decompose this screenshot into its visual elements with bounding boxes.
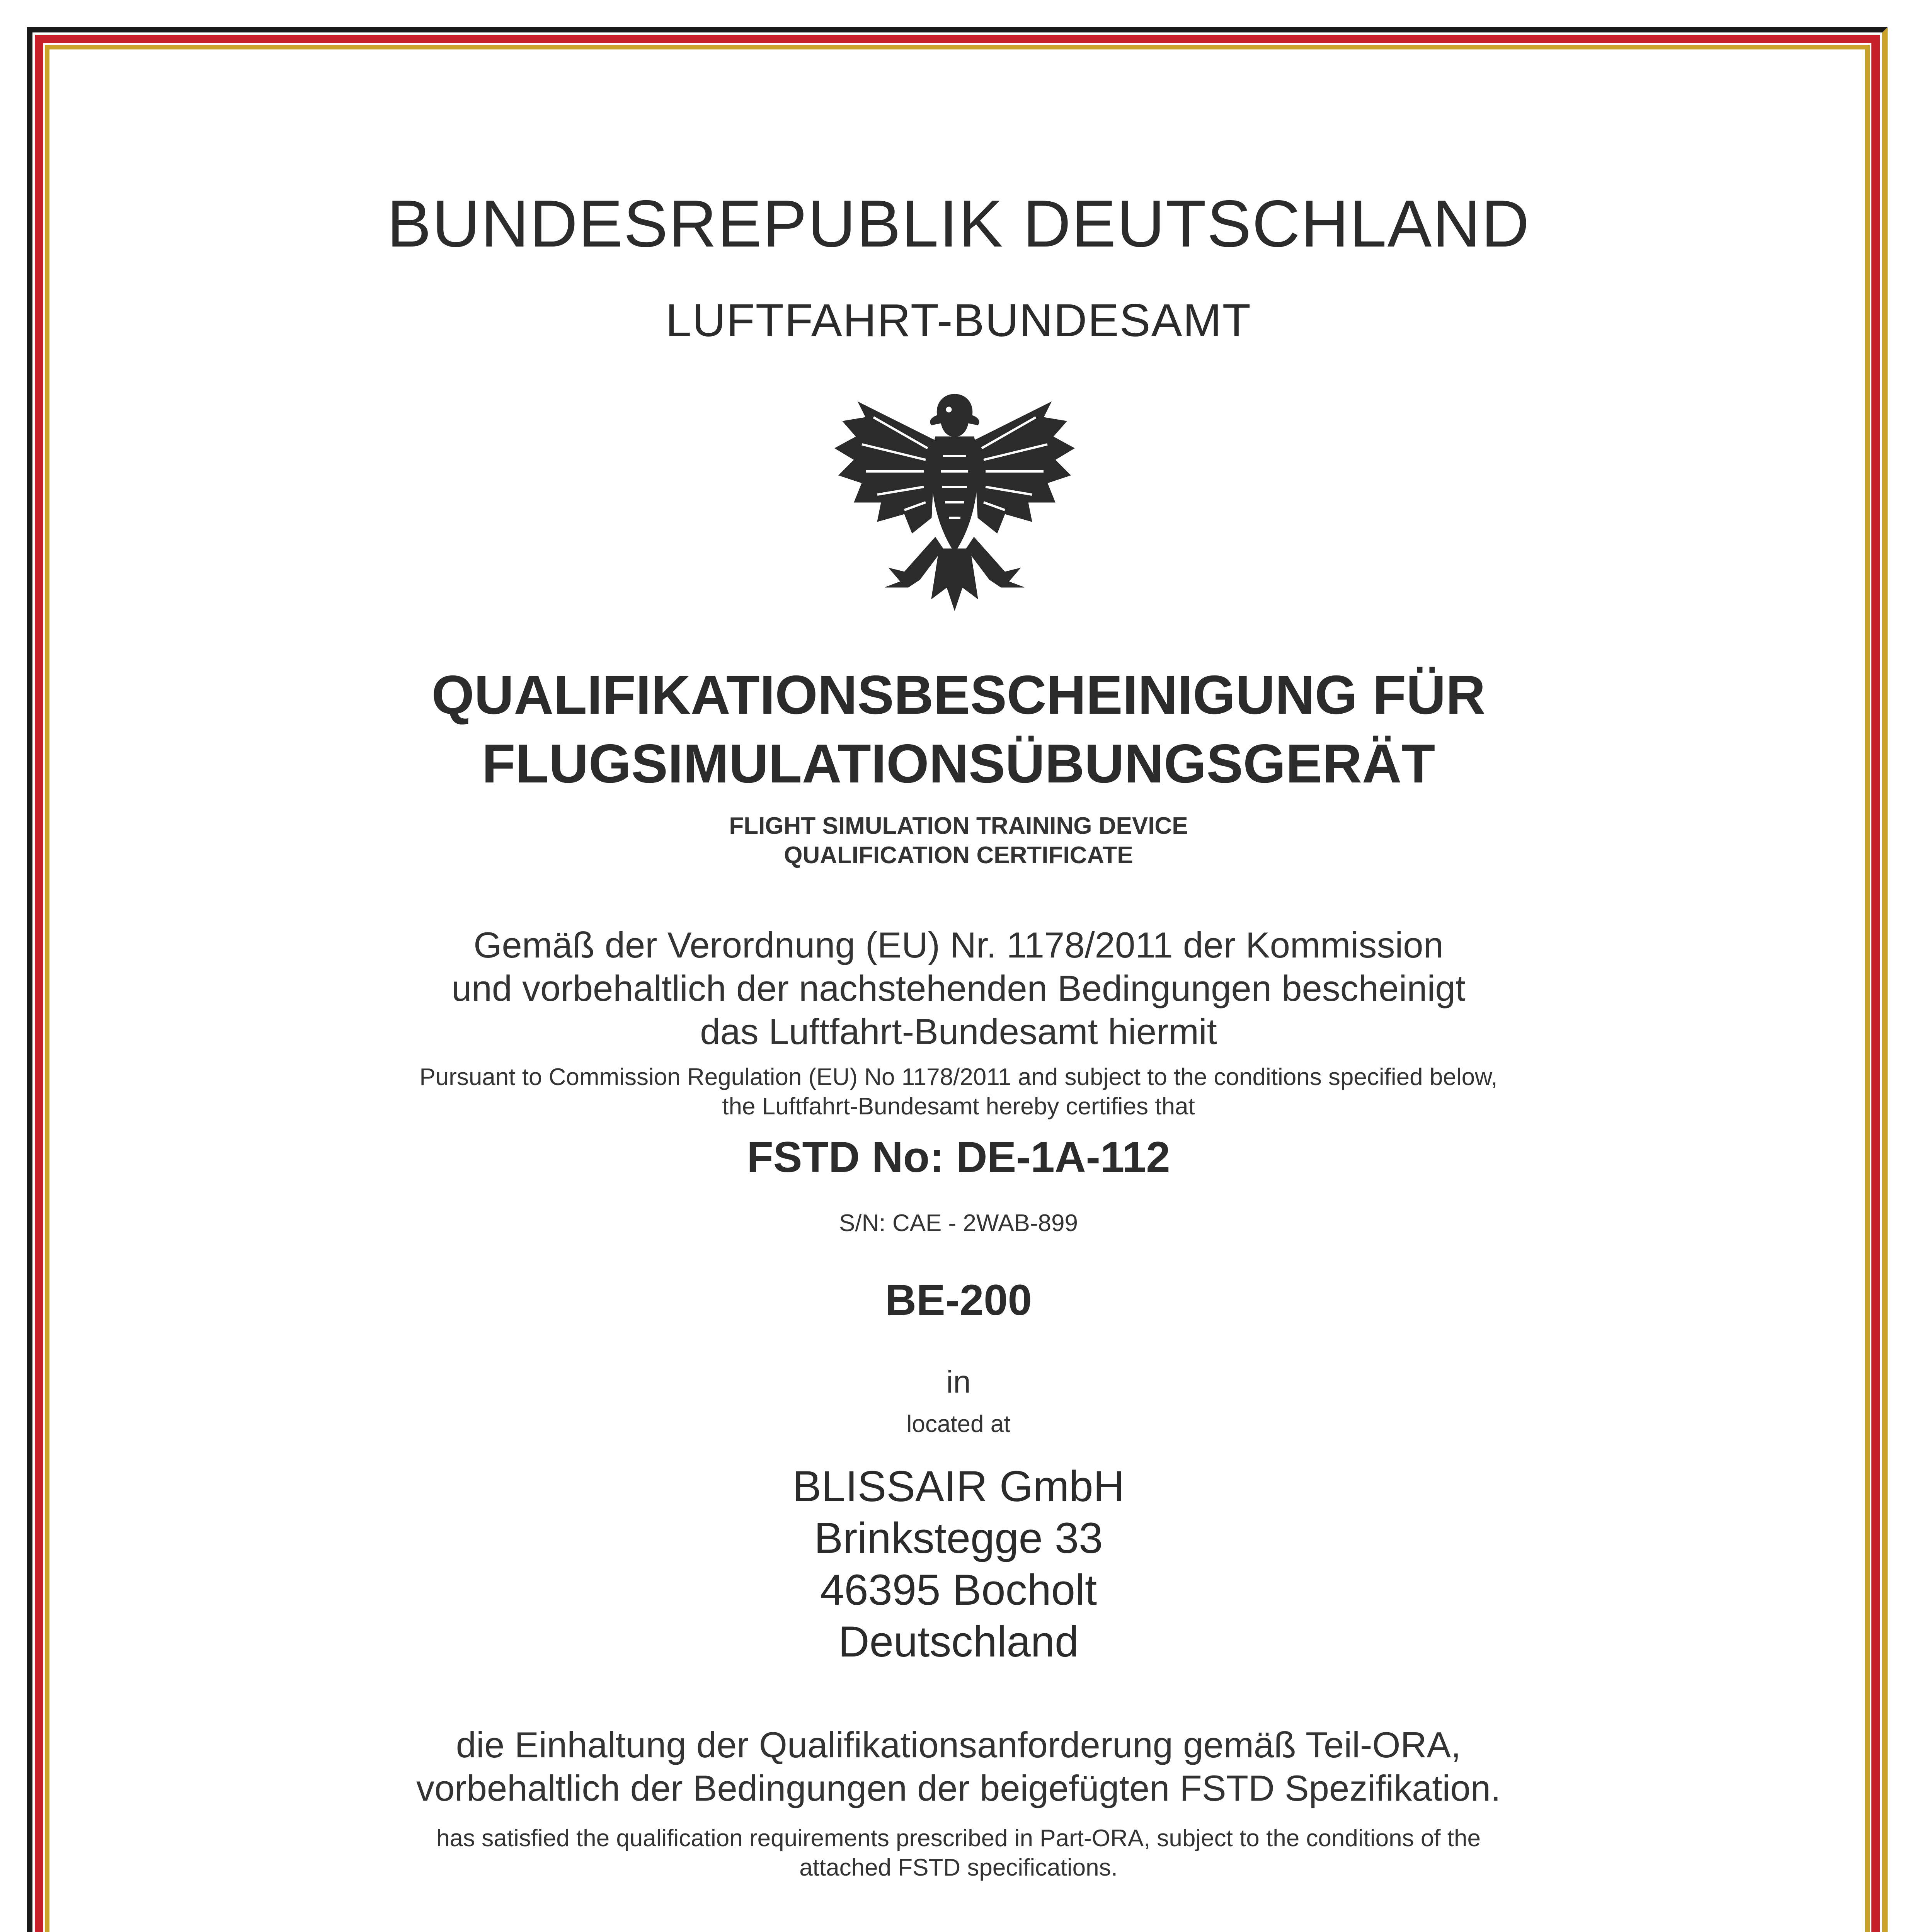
- compliance-en-line: has satisfied the qualification requirements prescribed in Part-ORA, subject to the conditions of the: [436, 1825, 1481, 1852]
- compliance-en-line: attached FSTD specifications.: [799, 1854, 1118, 1881]
- intro-en: [0, 1063, 1917, 1121]
- authority-heading: LUFTFAHRT-BUNDESAMT: [666, 294, 1251, 346]
- country-heading: BUNDESREPUBLIK DEUTSCHLAND: [387, 187, 1530, 261]
- compliance-en: [0, 1824, 1917, 1883]
- location-in-en: located at: [906, 1411, 1011, 1437]
- title-en-line: QUALIFICATION CERTIFICATE: [784, 842, 1133, 869]
- intro-de-line: Gemäß der Verordnung (EU) Nr. 1178/2011 der Kommission: [473, 925, 1444, 965]
- serial-number: S/N: CAE - 2WAB-899: [839, 1210, 1078, 1236]
- intro-en-line: Pursuant to Commission Regulation (EU) No 1178/2011 and subject to the conditions specified below,: [419, 1064, 1498, 1090]
- intro-de: [0, 923, 1917, 1053]
- compliance-de: [0, 1723, 1917, 1810]
- fstd-number: FSTD No: DE-1A-112: [747, 1133, 1170, 1181]
- device-type: BE-200: [885, 1276, 1032, 1324]
- location-in-de: in: [946, 1364, 971, 1400]
- address-line: Brinkstegge 33: [814, 1514, 1103, 1562]
- compliance-de-line: vorbehaltlich der Bedingungen der beigefügten FSTD Spezifikation.: [416, 1768, 1501, 1808]
- address-line: BLISSAIR GmbH: [792, 1462, 1125, 1510]
- title-en-line: FLIGHT SIMULATION TRAINING DEVICE: [729, 813, 1188, 839]
- intro-de-line: und vorbehaltlich der nachstehenden Bedingungen bescheinigt: [451, 968, 1466, 1009]
- certificate-title-en: [0, 811, 1917, 870]
- address-line: 46395 Bocholt: [820, 1566, 1097, 1614]
- holder-address: [0, 1461, 1917, 1668]
- federal-eagle-emblem: [819, 371, 1090, 634]
- intro-de-line: das Luftfahrt-Bundesamt hiermit: [700, 1011, 1217, 1052]
- address-line: Deutschland: [838, 1617, 1079, 1666]
- title-de-line: FLUGSIMULATIONSÜBUNGSGERÄT: [482, 733, 1435, 794]
- compliance-de-line: die Einhaltung der Qualifikationsanforderung gemäß Teil-ORA,: [456, 1725, 1461, 1765]
- certificate-title-de: [0, 661, 1917, 798]
- title-de-line: QUALIFIKATIONSBESCHEINIGUNG FÜR: [431, 664, 1486, 726]
- intro-en-line: the Luftfahrt-Bundesamt hereby certifies that: [722, 1093, 1195, 1120]
